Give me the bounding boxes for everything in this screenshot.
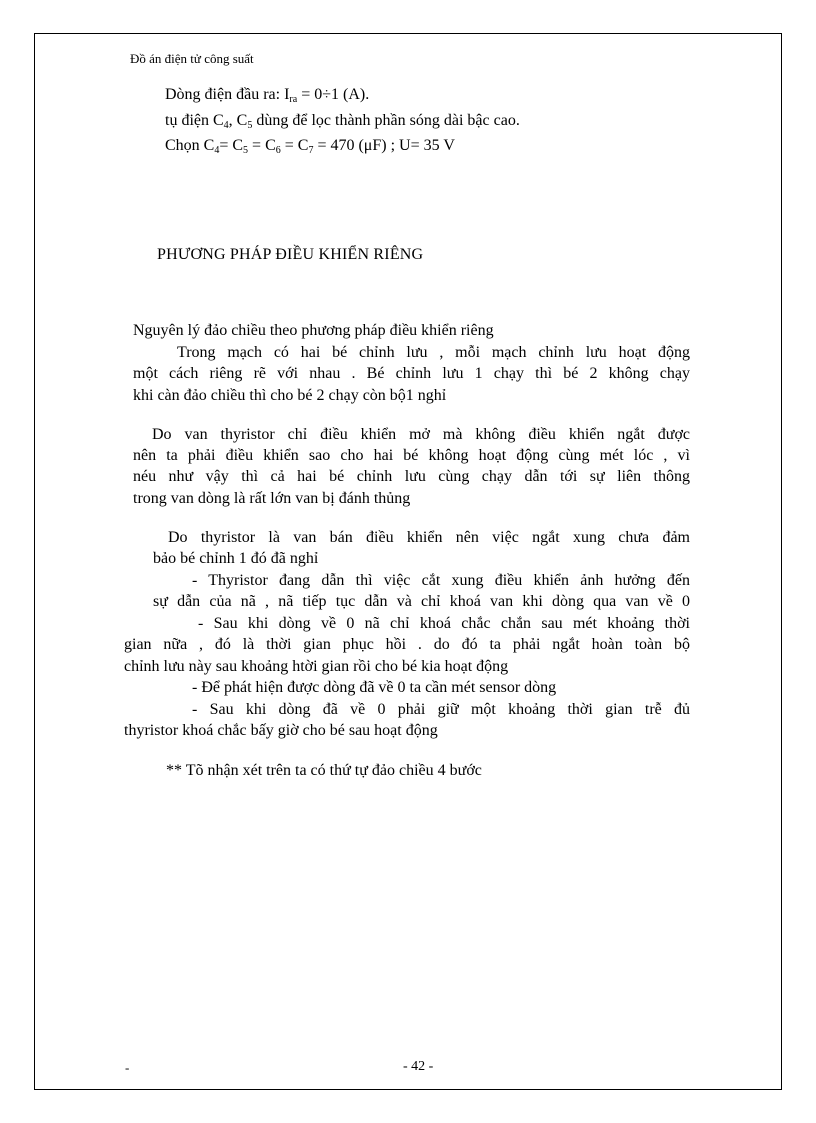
subscript: 4: [214, 145, 220, 156]
capacitor-line: [165, 112, 520, 130]
text-run: Dòng điện đầu ra: I: [165, 86, 290, 103]
para3-line: - Để phát hiện được dòng đã về 0 ta cần mét sensor dòng: [192, 679, 557, 696]
running-header: Đồ án điện tử công suất: [130, 51, 254, 66]
para2-line: trong van dòng là rất lớn van bị đánh thủng: [133, 490, 411, 507]
para3-line: - Thyristor đang dẫn thì việc cắt xung điều khiển ảnh hưởng đến: [192, 572, 690, 589]
subscript: ra: [289, 94, 298, 105]
text-run: dùng để lọc thành phần sóng dài bậc cao.: [252, 112, 520, 129]
subscript: 6: [275, 145, 281, 156]
subscript: 7: [308, 145, 314, 156]
subscript: 5: [247, 120, 253, 131]
para3-line: gian nữa , đó là thời gian phục hồi . do đó ta phải ngắt hoàn toàn bộ: [124, 636, 690, 653]
capacitor-choice-line: [165, 137, 455, 155]
para3-line: thyristor khoá chắc bấy giờ cho bé sau hoạt động: [124, 722, 438, 739]
para1-line: khi càn đảo chiều thì cho bé 2 chạy còn bộ1 nghỉ: [133, 387, 447, 404]
para1-line: Trong mạch có hai bé chỉnh lưu , mỗi mạch chỉnh lưu hoạt động: [177, 344, 690, 361]
text-run: tụ điện C: [165, 112, 224, 129]
para3-line: bảo bé chỉnh 1 đó đã nghỉ: [153, 550, 319, 567]
para3-line: chỉnh lưu này sau khoảng htời gian rồi cho bé kia hoạt động: [124, 658, 509, 675]
text-run: = 470 (μF) ; U= 35 V: [313, 137, 455, 154]
text-run: = C: [248, 137, 276, 154]
para3-line: Do thyristor là van bán điều khiển nên việc ngắt xung chưa đảm: [168, 529, 690, 546]
para3-line: - Sau khi dòng về 0 nã chỉ khoá chắc chắn sau mét khoảng thời: [198, 615, 690, 632]
text-run: , C: [228, 112, 248, 129]
para3-line: sự dẫn của nã , nã tiếp tục dẫn và chỉ khoá van khi dòng qua van về 0: [153, 593, 690, 610]
section-title: PHƯƠNG PHÁP ĐIỀU KHIỂN RIÊNG: [157, 246, 424, 263]
footer-left: -: [125, 1060, 130, 1075]
text-run: Chọn C: [165, 137, 215, 154]
text-run: = C: [219, 137, 244, 154]
para2-line: nên ta phải điều khiển sao cho hai bé không hoạt động cùng mét lóc , vì: [133, 447, 690, 464]
para1-line: một cách riêng rẽ với nhau . Bé chỉnh lưu 1 chạy thì bé 2 không chạy: [133, 365, 690, 382]
conclusion-line: ** Tõ nhận xét trên ta có thứ tự đảo chiều 4 bước: [166, 762, 482, 779]
page-number: - 42 -: [403, 1059, 434, 1074]
subscript: 4: [223, 120, 229, 131]
para3-line: - Sau khi dòng đã về 0 phải giữ một khoảng thời gian trễ đủ: [192, 701, 690, 718]
para1-heading: Nguyên lý đảo chiều theo phương pháp điều khiển riêng: [133, 322, 494, 339]
text-run: = 0÷1 (A).: [297, 86, 370, 103]
subscript: 5: [243, 145, 249, 156]
para2-line: Do van thyristor chỉ điều khiển mở mà không điều khiển ngắt được: [152, 426, 690, 443]
para2-line: néu như vậy thì cả hai bé chỉnh lưu cùng chạy dẫn tới sự liên thông: [133, 468, 690, 485]
output-current-line: [165, 86, 369, 104]
text-run: = C: [280, 137, 309, 154]
